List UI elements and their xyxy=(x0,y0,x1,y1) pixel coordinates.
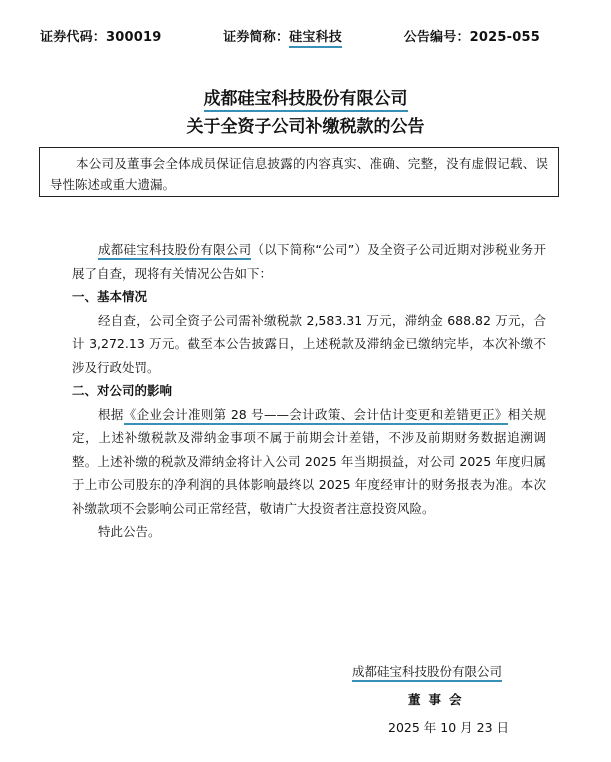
section-impact-text xyxy=(72,403,546,521)
security-code xyxy=(40,26,162,45)
company-title-link[interactable]: 成都硅宝科技股份有限公司 xyxy=(204,89,408,112)
security-short-name-label: 证券简称： xyxy=(223,30,290,45)
disclosure-notice-box xyxy=(39,147,559,197)
announcement-number-label: 公告编号： xyxy=(403,30,470,45)
announcement-body xyxy=(72,238,546,544)
accounting-standard-link[interactable]: 《企业会计准则第 28 号——会计政策、会计估计变更和差错更正》 xyxy=(124,407,508,425)
announcement-number xyxy=(404,26,540,45)
impact-text: 相关规定，上述补缴税款及滞纳金事项不属于前期会计差错，不涉及前期财务数据追溯调整。上述补缴的税款及滞纳金将计入公司 2025 年当期损益，对公司 2025 年度归属于上市公司股东的净利润的具体影响最终以 2025 年度经审计的财务报表为准。本次补缴款项不会影响公司正常经营，敬请广大投资者注意投资风险。 xyxy=(72,406,546,516)
document-header xyxy=(40,26,540,45)
impact-prefix: 根据 xyxy=(98,406,124,422)
security-short-name xyxy=(223,26,342,45)
announcement-number-value: 2025-055 xyxy=(469,30,540,45)
security-code-label: 证券代码： xyxy=(40,30,107,45)
intro-text: （以下简称“公司”）及全资子公司近期对涉税业务开展了自查，现将有关情况公告如下： xyxy=(72,242,546,281)
security-short-name-value[interactable]: 硅宝科技 xyxy=(289,30,342,48)
signature-board: 董事会 xyxy=(408,692,470,707)
signature-company-link[interactable]: 成都硅宝科技股份有限公司 xyxy=(352,664,502,682)
announcement-title: 关于全资子公司补缴税款的公告 xyxy=(186,117,425,137)
signature-date: 2025 年 10 月 23 日 xyxy=(388,720,509,735)
section-basic-title: 一、基本情况 xyxy=(72,289,148,304)
company-title xyxy=(0,84,611,109)
signature-company xyxy=(352,662,502,680)
intro-paragraph xyxy=(72,238,546,285)
security-code-value: 300019 xyxy=(106,30,162,45)
section-basic-text: 经自查，公司全资子公司需补缴税款 2,583.31 万元，滞纳金 688.82 万元，合计 3,272.13 万元。截至本公告披露日，上述税款及滞纳金已缴纳完毕，本次补缴不涉及行政处罚。 xyxy=(72,312,546,375)
closing-text: 特此公告。 xyxy=(98,524,161,539)
section-impact-title: 二、对公司的影响 xyxy=(72,383,173,398)
disclosure-notice-text: 本公司及董事会全体成员保证信息披露的内容真实、准确、完整，没有虚假记载、误导性陈述或重大遗漏。 xyxy=(50,156,548,192)
intro-company-link[interactable]: 成都硅宝科技股份有限公司 xyxy=(98,242,251,260)
